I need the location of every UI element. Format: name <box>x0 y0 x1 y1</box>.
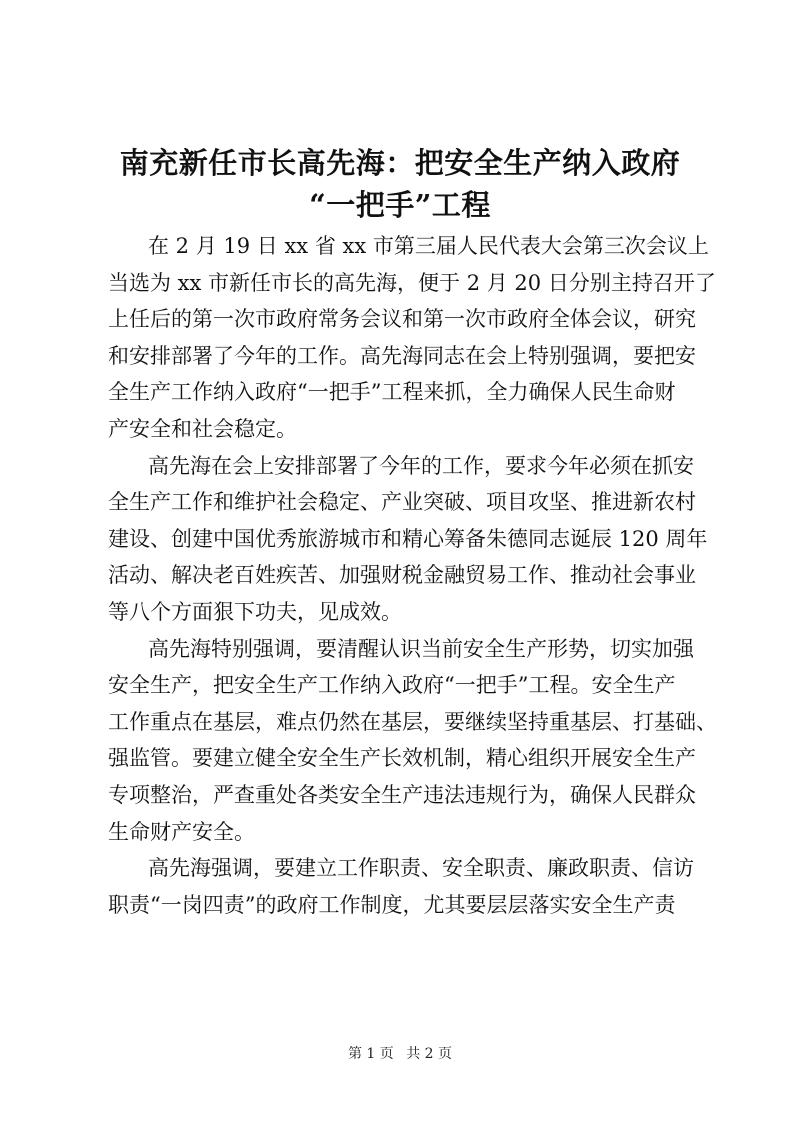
text-line: 产安全和社会稳定。 <box>108 416 297 441</box>
text-line: 全生产工作和维护社会稳定、产业突破、项目攻坚、推进新农村 <box>108 490 696 515</box>
text-line: 工作重点在基层，难点仍然在基层，要继续坚持重基层、打基础、 <box>108 709 717 734</box>
text-line: 高先海在会上安排部署了今年的工作，要求今年必须在抓安 <box>148 453 694 478</box>
page-number: 第 1 页 <box>347 1046 394 1062</box>
text-line: 活动、解决老百姓疾苦、加强财税金融贸易工作、推动社会事业 <box>108 563 696 588</box>
page-footer <box>0 1044 800 1064</box>
paragraph-2 <box>108 448 708 631</box>
text-line: 安全生产，把安全生产工作纳入政府“一把手”工程。安全生产 <box>108 673 676 698</box>
text-line: 全生产工作纳入政府“一把手”工程来抓，全力确保人民生命财 <box>108 380 676 405</box>
text-line: 建设、创建中国优秀旅游城市和精心筹备朱德同志诞辰 120 周年 <box>108 526 708 551</box>
text-line: 当选为 xx 市新任市长的高先海，便于 2 月 20 日分别主持召开了 <box>108 270 716 295</box>
title-line: 南充新任市长高先海：把安全生产纳入政府 <box>119 146 681 180</box>
text-line: 在 2 月 19 日 xx 省 xx 市第三届人民代表大会第三次会议上 <box>148 234 709 258</box>
text-line: 职责“一岗四责”的政府工作制度，尤其要层层落实安全生产责 <box>108 892 676 917</box>
document-body <box>108 228 717 923</box>
document-title <box>100 142 700 226</box>
text-line: 高先海特别强调，要清醒认识当前安全生产形势，切实加强 <box>148 636 694 661</box>
text-line: 生命财产安全。 <box>108 819 255 844</box>
text-line: 高先海强调，要建立工作职责、安全职责、廉政职责、信访 <box>148 856 694 881</box>
text-line: 强监管。要建立健全安全生产长效机制，精心组织开展安全生产 <box>108 746 696 771</box>
paragraph-1 <box>108 228 716 448</box>
title-line: “一把手”工程 <box>309 188 491 222</box>
text-line: 和安排部署了今年的工作。高先海同志在会上特别强调，要把安 <box>108 343 696 368</box>
text-line: 上任后的第一次市政府常务会议和第一次市政府全体会议，研究 <box>108 307 696 332</box>
paragraph-3 <box>108 631 717 851</box>
page-total: 共 2 页 <box>406 1046 453 1062</box>
text-line: 专项整治，严查重处各类安全生产违法违规行为，确保人民群众 <box>108 782 696 807</box>
text-line: 等八个方面狠下功夫，见成效。 <box>108 599 402 624</box>
paragraph-4 <box>108 850 694 923</box>
